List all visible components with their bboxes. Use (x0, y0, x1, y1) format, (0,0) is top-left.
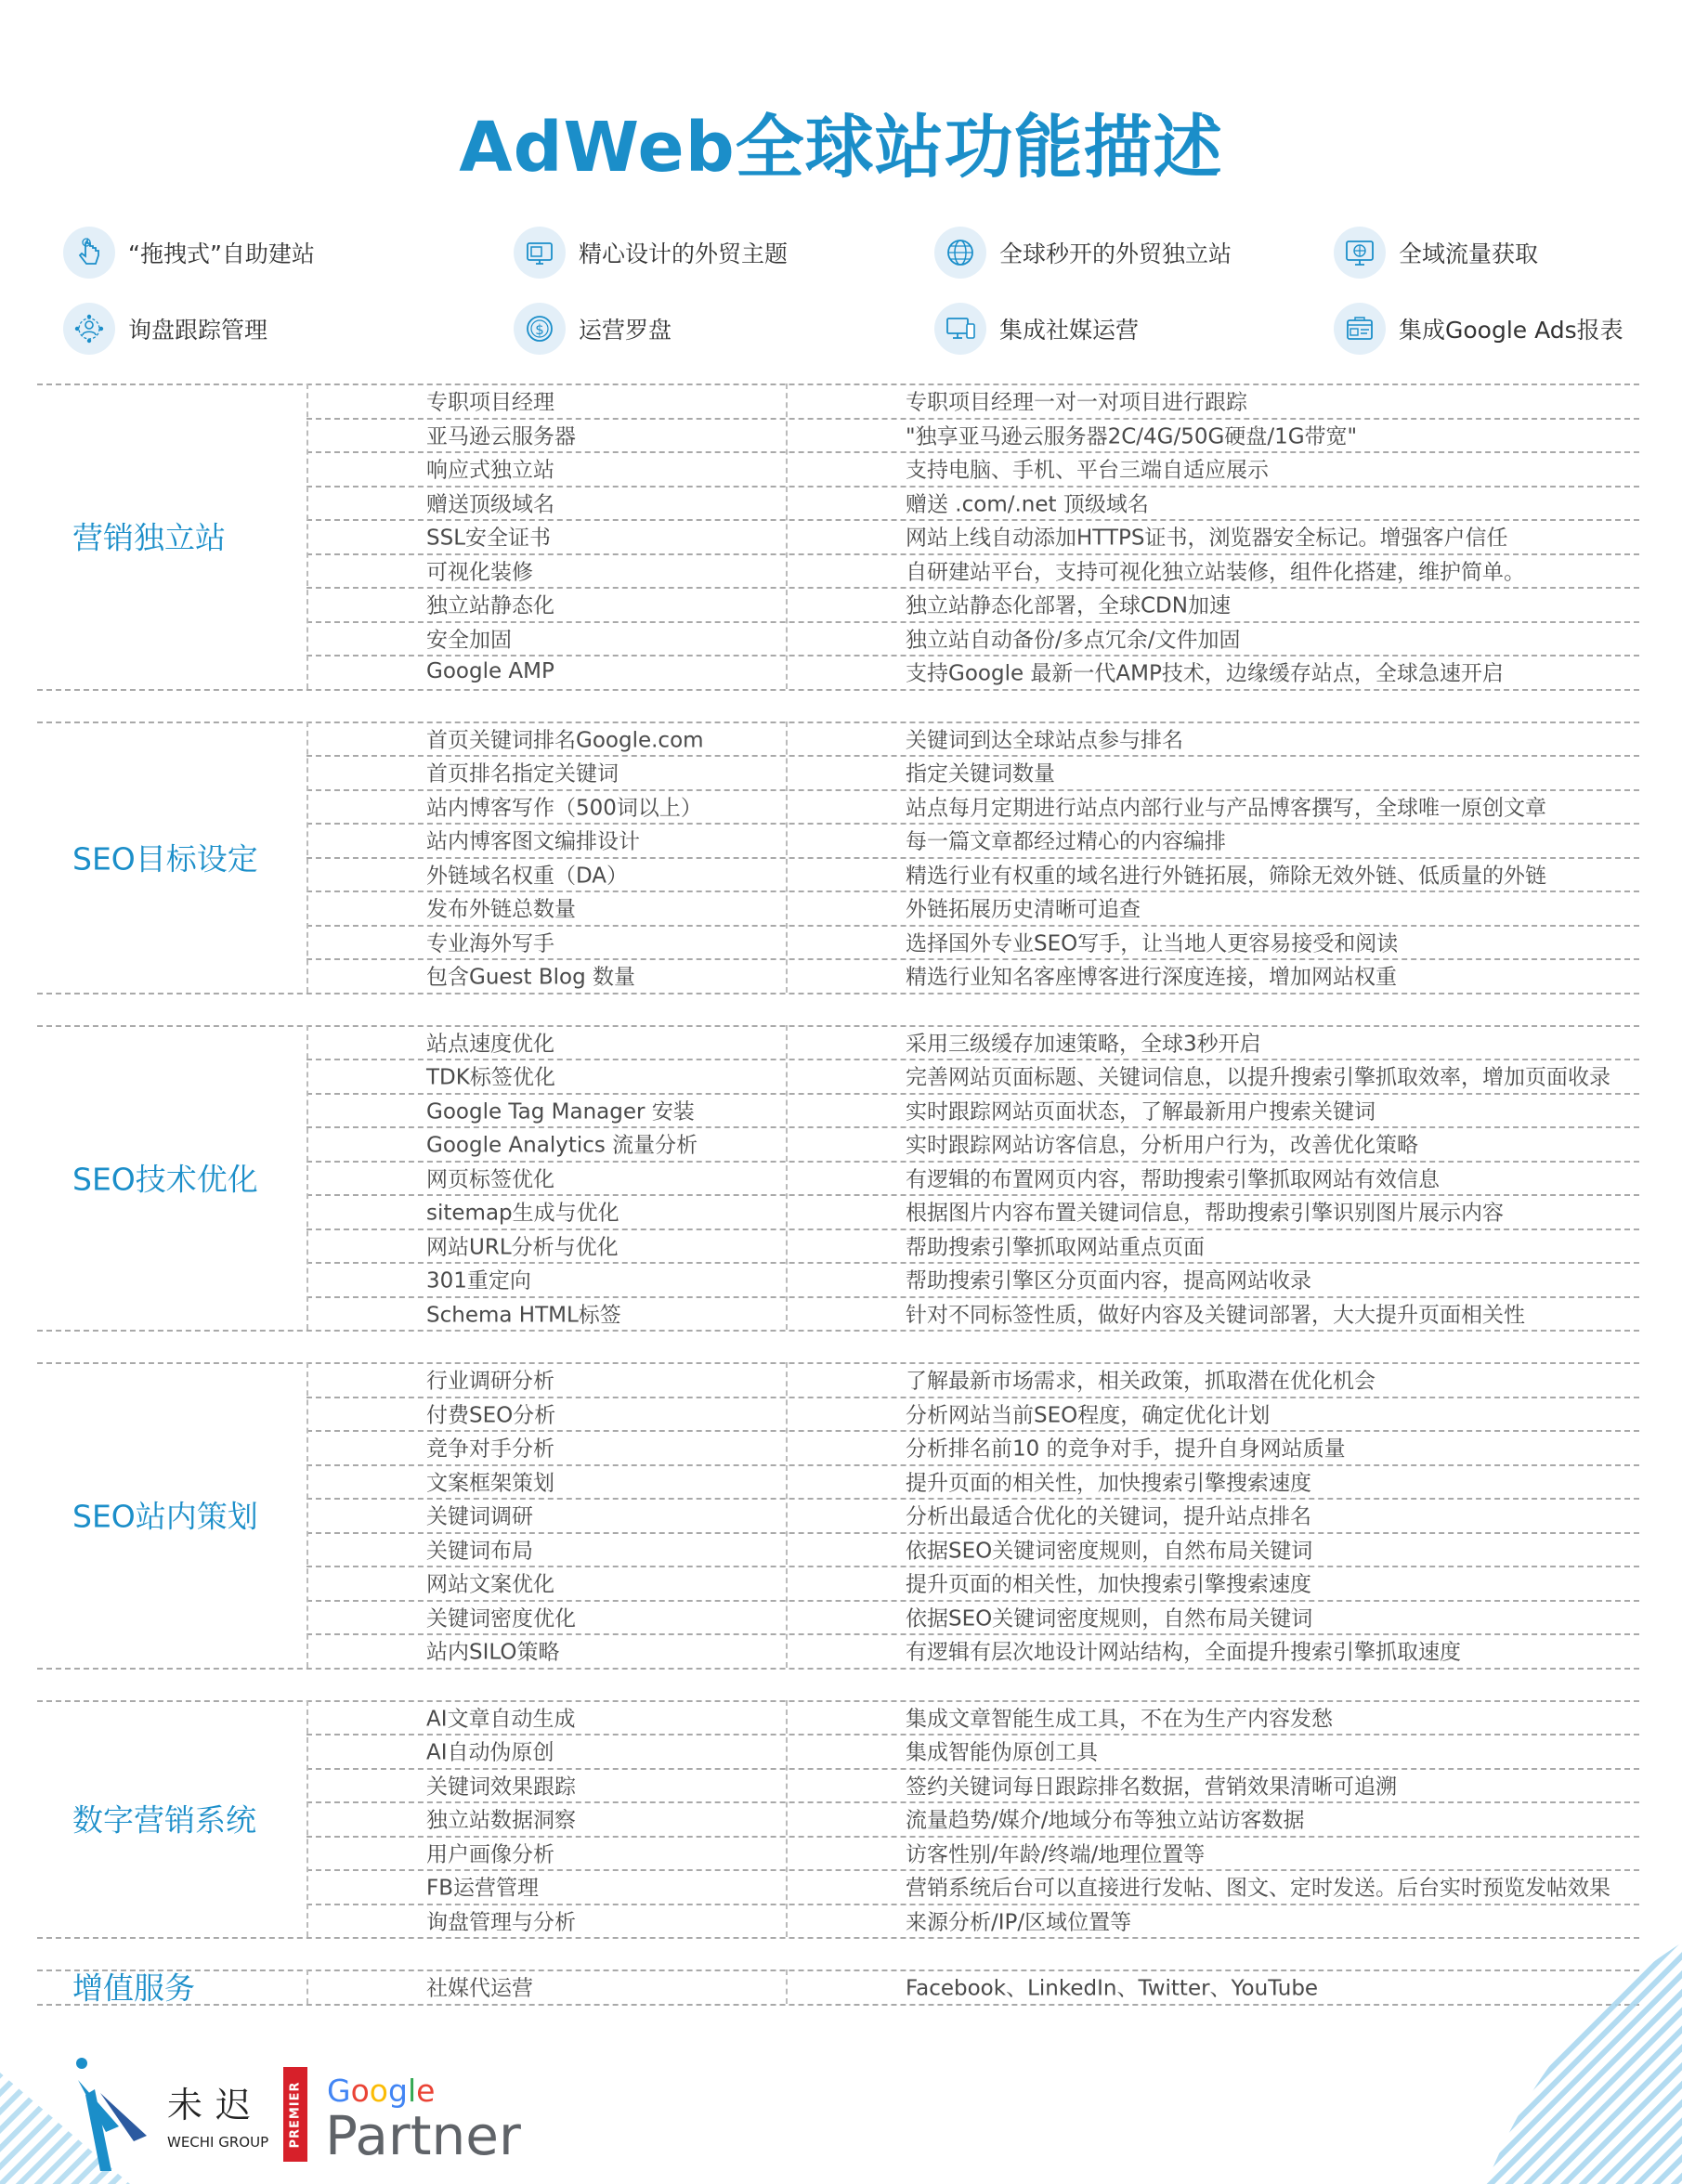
row-item: 站内博客写作（500词以上） (426, 796, 702, 821)
row-description: 有逻辑的布置网页内容，帮助搜索引擎抓取网站有效信息 (906, 1167, 1440, 1192)
section-title: 营销独立站 (72, 519, 226, 556)
row-description: 营销系统后台可以直接进行发帖、图文、定时发送。后台实时预览发帖效果 (906, 1876, 1610, 1901)
row-item: Google AMP (426, 659, 554, 684)
feature-label: 集成社媒运营 (999, 317, 1140, 344)
feature-social (934, 301, 1139, 357)
row-description: 选择国外专业SEO写手，让当地人更容易接受和阅读 (906, 931, 1399, 956)
feature-inquiry (63, 301, 267, 357)
row-item: SSL安全证书 (426, 526, 552, 551)
column-divider (786, 722, 788, 993)
row-description: 有逻辑有层次地设计网站结构，全面提升搜索引擎抓取速度 (906, 1640, 1461, 1665)
feature-compass (514, 301, 671, 357)
row-description: 关键词到达全球站点参与排名 (906, 728, 1183, 753)
wechi-group: WECHI GROUP (167, 2134, 269, 2151)
row-description: 访客性别/年龄/终端/地理位置等 (906, 1842, 1206, 1867)
row-item: 专业海外写手 (426, 931, 554, 956)
feature-label: 全域流量获取 (1399, 240, 1539, 267)
row-item: 站点速度优化 (426, 1032, 554, 1057)
row-description: 集成智能伪原创工具 (906, 1740, 1098, 1765)
section-divider (37, 1025, 1639, 1027)
row-item: 网站文案优化 (426, 1572, 554, 1597)
row-description: 根据图片内容布置关键词信息，帮助搜索引擎识别图片展示内容 (906, 1201, 1504, 1226)
section-divider (37, 1362, 1639, 1364)
row-description: 支持Google 最新一代AMP技术，边缘缓存站点，全球急速开启 (906, 661, 1504, 686)
column-divider (306, 1362, 308, 1668)
devices-icon (934, 303, 986, 355)
section-divider (37, 722, 1639, 723)
row-item: 外链域名权重（DA） (426, 864, 629, 889)
feature-label: 精心设计的外贸主题 (579, 240, 789, 267)
row-item: 包含Guest Blog 数量 (426, 965, 636, 990)
feature-label: 集成Google Ads报表 (1399, 317, 1623, 344)
row-item: TDK标签优化 (426, 1065, 555, 1090)
wechi-name: 未迟 (167, 2085, 265, 2126)
row-description: 提升页面的相关性，加快搜索引擎搜索速度 (906, 1471, 1311, 1496)
feature-label: 运营罗盘 (579, 317, 672, 344)
row-description: 独立站自动备份/多点冗余/文件加固 (906, 628, 1241, 653)
row-item: 文案框架策划 (426, 1471, 554, 1496)
section-title: SEO技术优化 (72, 1161, 258, 1198)
column-divider (306, 1025, 308, 1331)
row-item: Schema HTML标签 (426, 1303, 621, 1328)
row-description: 精选行业知名客座博客进行深度连接，增加网站权重 (906, 965, 1397, 990)
column-divider (786, 1700, 788, 1938)
row-item: 安全加固 (426, 628, 512, 653)
google-wordmark: Google (327, 2073, 436, 2109)
row-item: 站内博客图文编排设计 (426, 829, 640, 854)
row-item: 用户画像分析 (426, 1842, 554, 1867)
row-description: 外链拓展历史清晰可追查 (906, 897, 1141, 922)
row-description: 支持电脑、手机、平台三端自适应展示 (906, 458, 1269, 483)
wechi-logo-icon (72, 2052, 156, 2173)
section-title: SEO目标设定 (72, 840, 258, 877)
section-divider (37, 1330, 1639, 1332)
row-item: FB运营管理 (426, 1876, 540, 1901)
feature-label: 全球秒开的外贸独立站 (999, 240, 1232, 267)
row-description: 实时跟踪网站页面状态，了解最新用户搜索关键词 (906, 1099, 1376, 1124)
column-divider (306, 722, 308, 993)
row-description: 来源分析/IP/区域位置等 (906, 1910, 1132, 1935)
section-divider (37, 689, 1639, 691)
row-item: 竞争对手分析 (426, 1436, 554, 1462)
row-item: 首页排名指定关键词 (426, 761, 619, 786)
section-title: 数字营销系统 (72, 1801, 256, 1839)
row-description: 流量趋势/媒介/地域分布等独立站访客数据 (906, 1808, 1305, 1833)
row-description: 完善网站页面标题、关键词信息，以提升搜索引擎抓取效率，增加页面收录 (906, 1065, 1610, 1090)
section-divider (37, 993, 1639, 994)
feature-traffic (1334, 225, 1538, 280)
row-item: 社媒代运营 (426, 1976, 533, 2001)
row-item: 站内SILO策略 (426, 1640, 560, 1665)
globe-monitor-icon (1334, 227, 1386, 279)
row-description: 帮助搜索引擎抓取网站重点页面 (906, 1235, 1205, 1260)
page-title: AdWeb全球站功能描述 (459, 108, 1223, 188)
feature-ads-report (1334, 301, 1623, 357)
row-description: 帮助搜索引擎区分页面内容，提高网站收录 (906, 1268, 1311, 1294)
row-description: 赠送 .com/.net 顶级域名 (906, 492, 1149, 517)
row-item: Google Analytics 流量分析 (426, 1133, 698, 1158)
user-network-icon (63, 303, 115, 355)
row-description: 独立站静态化部署，全球CDN加速 (906, 593, 1231, 618)
row-description: 分析排名前10 的竞争对手，提升自身网站质量 (906, 1436, 1346, 1462)
column-divider (786, 384, 788, 689)
row-item: 网页标签优化 (426, 1167, 554, 1192)
row-item: 关键词密度优化 (426, 1606, 576, 1632)
row-item: AI自动伪原创 (426, 1740, 554, 1765)
row-item: 关键词效果跟踪 (426, 1774, 576, 1800)
row-description: 专职项目经理一对一对项目进行跟踪 (906, 390, 1247, 415)
column-divider (786, 1362, 788, 1668)
report-card-icon (1334, 303, 1386, 355)
feature-label: 询盘跟踪管理 (128, 317, 268, 344)
feature-themes (514, 225, 788, 280)
row-description: Facebook、LinkedIn、Twitter、YouTube (906, 1976, 1319, 2001)
row-item: 独立站数据洞察 (426, 1808, 576, 1833)
column-divider (306, 384, 308, 689)
row-item: 询盘管理与分析 (426, 1910, 576, 1935)
row-item: 响应式独立站 (426, 458, 554, 483)
row-description: 依据SEO关键词密度规则，自然布局关键词 (906, 1539, 1313, 1564)
section-divider (37, 1700, 1639, 1702)
row-item: Google Tag Manager 安装 (426, 1099, 695, 1124)
row-description: 实时跟踪网站访客信息，分析用户行为，改善优化策略 (906, 1133, 1418, 1158)
row-description: 自研建站平台，支持可视化独立站装修，组件化搭建，维护简单。 (906, 560, 1525, 585)
row-item: 行业调研分析 (426, 1369, 554, 1394)
row-description: 精选行业有权重的域名进行外链拓展，筛除无效外链、低质量的外链 (906, 864, 1546, 889)
row-description: "独享亚马逊云服务器2C/4G/50G硬盘/1G带宽" (906, 424, 1358, 449)
row-item: 网站URL分析与优化 (426, 1235, 619, 1260)
row-item: 付费SEO分析 (426, 1403, 556, 1428)
row-item: sitemap生成与优化 (426, 1201, 619, 1226)
row-description: 每一篇文章都经过精心的内容编排 (906, 829, 1226, 854)
row-description: 指定关键词数量 (906, 761, 1055, 786)
feature-label: “拖拽式”自助建站 (128, 240, 315, 267)
row-description: 依据SEO关键词密度规则，自然布局关键词 (906, 1606, 1313, 1632)
section-divider (37, 384, 1639, 385)
section-divider (37, 1668, 1639, 1670)
dollar-coin-icon (514, 303, 566, 355)
svg-text:$: $ (535, 321, 544, 338)
row-item: 发布外链总数量 (426, 897, 576, 922)
row-item: 关键词调研 (426, 1504, 533, 1529)
row-description: 集成文章智能生成工具，不在为生产内容发愁 (906, 1707, 1333, 1732)
row-item: 亚马逊云服务器 (426, 424, 576, 449)
row-item: 独立站静态化 (426, 593, 554, 618)
row-description: 分析出最适合优化的关键词，提升站点排名 (906, 1504, 1311, 1529)
globe-icon (934, 227, 986, 279)
row-item: 可视化装修 (426, 560, 533, 585)
row-description: 网站上线自动添加HTTPS证书，浏览器安全标记。增强客户信任 (906, 526, 1508, 551)
row-description: 提升页面的相关性，加快搜索引擎搜索速度 (906, 1572, 1311, 1597)
row-item: AI文章自动生成 (426, 1707, 576, 1732)
row-description: 签约关键词每日跟踪排名数据，营销效果清晰可追溯 (906, 1774, 1397, 1800)
row-description: 站点每月定期进行站点内部行业与产品博客撰写，全球唯一原创文章 (906, 796, 1546, 821)
monitor-theme-icon (514, 227, 566, 279)
section-title: 增值服务 (72, 1970, 195, 2007)
feature-drag-build (63, 225, 315, 280)
row-description: 针对不同标签性质，做好内容及关键词部署，大大提升页面相关性 (906, 1303, 1525, 1328)
row-item: 关键词布局 (426, 1539, 533, 1564)
partner-wordmark: Partner (325, 2104, 521, 2167)
row-description: 了解最新市场需求，相关政策，抓取潜在优化机会 (906, 1369, 1376, 1394)
row-item: 301重定向 (426, 1268, 531, 1294)
row-item: 赠送顶级域名 (426, 492, 554, 517)
premier-badge: PREMIER (283, 2067, 307, 2162)
row-item: 首页关键词排名Google.com (426, 728, 704, 753)
section-title: SEO站内策划 (72, 1498, 258, 1535)
column-divider (306, 1700, 308, 1938)
row-description: 采用三级缓存加速策略，全球3秒开启 (906, 1032, 1261, 1057)
row-description: 分析网站当前SEO程度，确定优化计划 (906, 1403, 1271, 1428)
row-item: 专职项目经理 (426, 390, 554, 415)
column-divider (786, 1025, 788, 1331)
feature-global-fast (934, 225, 1232, 280)
hand-pointer-icon (63, 227, 115, 279)
